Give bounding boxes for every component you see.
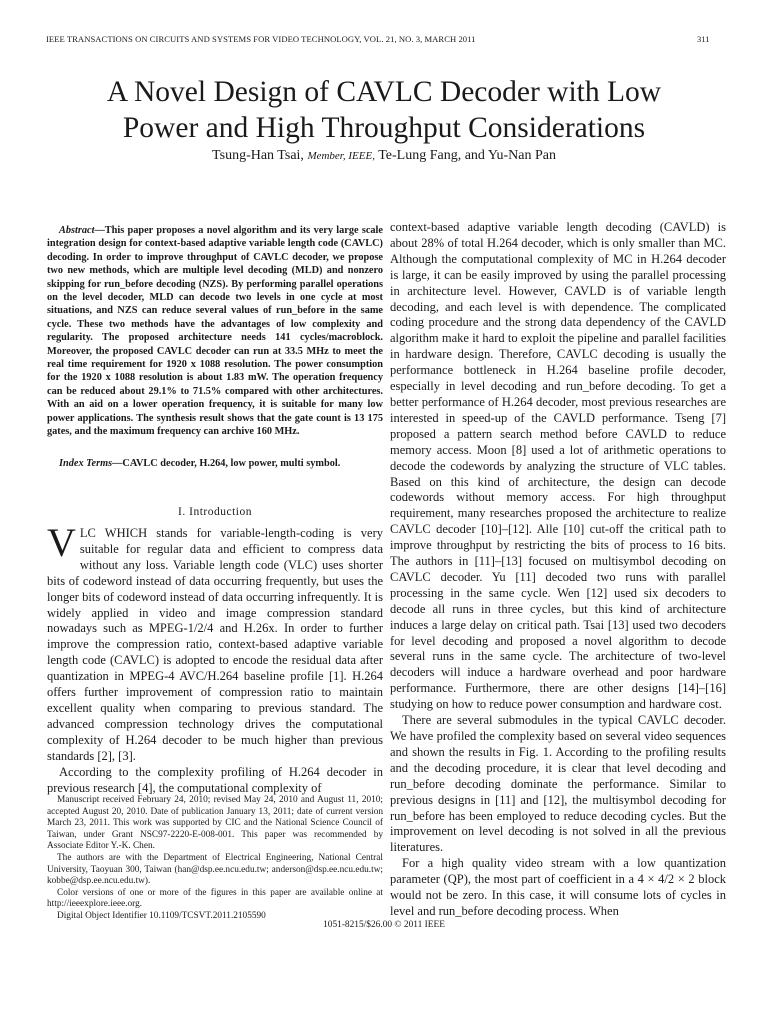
footnotes: [47, 795, 383, 923]
abstract-lead: Abstract: [59, 225, 95, 236]
author-list: [0, 148, 768, 164]
introduction-body: [47, 520, 383, 796]
other-authors: Te-Lung Fang, and Yu-Nan Pan: [378, 148, 556, 163]
footnote-affiliation: The authors are with the Department of Electrical Engineering, National Central University, Taoyuan 300, Taiwan (han@dsp.ee.ncu.edu.tw; anderson@dsp.ee.ncu.edu.tw; kobbe@dsp.ee.ncu.edu.tw).: [47, 852, 383, 887]
drop-cap: V: [47, 520, 76, 565]
abstract: [47, 224, 383, 439]
running-header: IEEE TRANSACTIONS ON CIRCUITS AND SYSTEMS FOR VIDEO TECHNOLOGY, VOL. 21, NO. 3, MARCH 2011: [46, 34, 476, 44]
intro-paragraph-1: LC WHICH stands for variable-length-coding is very suitable for regular data and efficient to compress data without any loss. Variable length code (VLC) uses shorter bits of codeword instead of data occurring frequently, but uses the longer bits of codeword instead of data occurring infrequently. It is widely applied in video and image compression standard nowadays such as MPEG-1/2/4 and H.26x. In order to further improve the compression ratio, context-based adaptive variable length code (CAVLC) is adopted to encode the residual data after quantization in MPEG-4 AVC/H.264 baseline profile [1]. H.264 offers further improvement of compression ratio to maintain excellent quality when comparing to previous standard. The advanced compression technology drives the computational complexity of H.264 decoder to be much higher than previous standards [2], [3].: [47, 526, 383, 763]
footnote-manuscript: Manuscript received February 24, 2010; revised May 24, 2010 and August 11, 2010; accepted August 20, 2010. Date of publication January 13, 2011; date of current version March 23, 2011. This work was supported by CIC and the National Science Council of Taiwan, under Grant NSC97-2220-E-008-001. This paper was recommended by Associate Editor Y.-K. Chen.: [47, 795, 383, 852]
page-number: 311: [697, 34, 710, 44]
footnote-doi: Digital Object Identifier 10.1109/TCSVT.2011.2105590: [57, 910, 266, 921]
section-heading: I. Introduction: [178, 506, 252, 518]
index-terms: [47, 457, 383, 470]
abstract-text: —This paper proposes a novel algorithm and its very large scale integration design for context-based adaptive variable length code (CAVLC) decoding. In order to improve throughput of CAVLC decoder, we propose two new methods, which are multiple level decoding (MLD) and nonzero skipping for run_before decoding (NZS). By performing parallel operations on the level decoder, MLD can decode two levels in one cycle at most situations, and NZS can reduce several values of run_before in the same cycle. These two methods have the advantages of low complexity and regularity. The proposed architecture needs 141 cycles/macroblock. Moreover, the proposed CAVLC decoder can run at 33.5 MHz to meet the real time requirement for 1920 x 1088 resolution. The power consumption for the 1920 x 1088 resolution is about 1.83 mW. The operation frequency can be reduced about 29.1% to 71.5% compared with other architectures. With an aid on a lower operation frequency, it is suitable for many low power applications. The synthesis result shows that the gate count is 13 175 gates, and the maximum frequency can archive 160 MHz.: [47, 225, 383, 438]
title-line-2: Power and High Throughput Considerations: [122, 112, 646, 144]
paper-title: [0, 74, 768, 146]
author-1: Tsung-Han Tsai,: [212, 148, 304, 163]
copyright-footer: 1051-8215/$26.00 © 2011 IEEE: [323, 920, 445, 930]
index-terms-text: —CAVLC decoder, H.264, low power, multi symbol.: [112, 458, 341, 469]
title-line-1: A Novel Design of CAVLC Decoder with Low: [106, 76, 662, 108]
member-note: Member, IEEE,: [307, 150, 375, 162]
intro-paragraph-2: According to the complexity profiling of H.264 decoder in previous research [4], the computational complexity of: [47, 764, 383, 795]
index-terms-lead: Index Terms: [59, 458, 113, 469]
right-paragraph-2: There are several submodules in the typical CAVLC decoder. We have profiled the complexity based on several video sequences and shown the results in Fig. 1. According to the profiling results and the decoding procedure, it is clear that level decoding and run_before decoding dominate the performance. Similar to previous designs in [11] and [12], the multisymbol decoding for run_before has been employed to reduce decoding cycles. But the improvement on level decoding is not solved in all the previous literatures.: [390, 713, 726, 855]
right-column: [390, 220, 726, 920]
right-paragraph-1: context-based adaptive variable length decoding (CAVLD) is about 28% of total H.264 decoder, which is only smaller than MC. Although the computational complexity of MC in H.264 decoder is large, it can be easily improved by using the parallel processing in architecture level. However, CAVLD is of variable length decoding, and each level is with dependence. The complicated coding procedure and the strong data dependency of the CAVLD algorithm make it hard to exploit the pipeline and parallel facilities in hardware design. Therefore, CAVLC decoding is usually the performance bottleneck in H.264 baseline profile decoder, especially in level decoding and run_before decoding. To get a better performance of H.264 decoder, most previous researches are interested in speed-up of the CAVLD performance. Tseng [7] proposed a pattern search method before CAVLD to reduce memory access. Moon [8] used a lot of arithmetic operations to decode the codewords by analyzing the structure of VLC tables. Based on this kind of architecture, the design can decode codewords without memory access. For high throughput requirement, many researches proposed the architecture to realize CAVLC decoder [10]–[12]. Alle [10] cut-off the critical path to improve throughput by restricting the bits of process to 16 bits. The authors in [11]–[13] focused on multisymbol decoding on CAVLC decoder. Yu [11] decoded two runs with parallel processing in the same cycle. Wen [12] used six decoders to decode all runs in three cycles, but this kind of architecture induces a large delay on critical path. Tsai [13] used two decoders for level decoding and proposed a novel algorithm to decode several runs in the same cycle. The architecture of two-level decoders will induce a hardware overhead and poor hardware performance. Furthermore, there are other designs [14]–[16] studying on how to reduce power consumption and hardware cost.: [390, 220, 726, 712]
right-paragraph-3: For a high quality video stream with a low quantization parameter (QP), the most part of coefficient in a 4 × 4/2 × 2 block would not be zero. In this case, it will consume lots of cycles in level and run_before decoding process. When: [390, 856, 726, 918]
footnote-color: Color versions of one or more of the figures in this paper are available online at http://ieeexplore.ieee.org.: [47, 887, 383, 910]
